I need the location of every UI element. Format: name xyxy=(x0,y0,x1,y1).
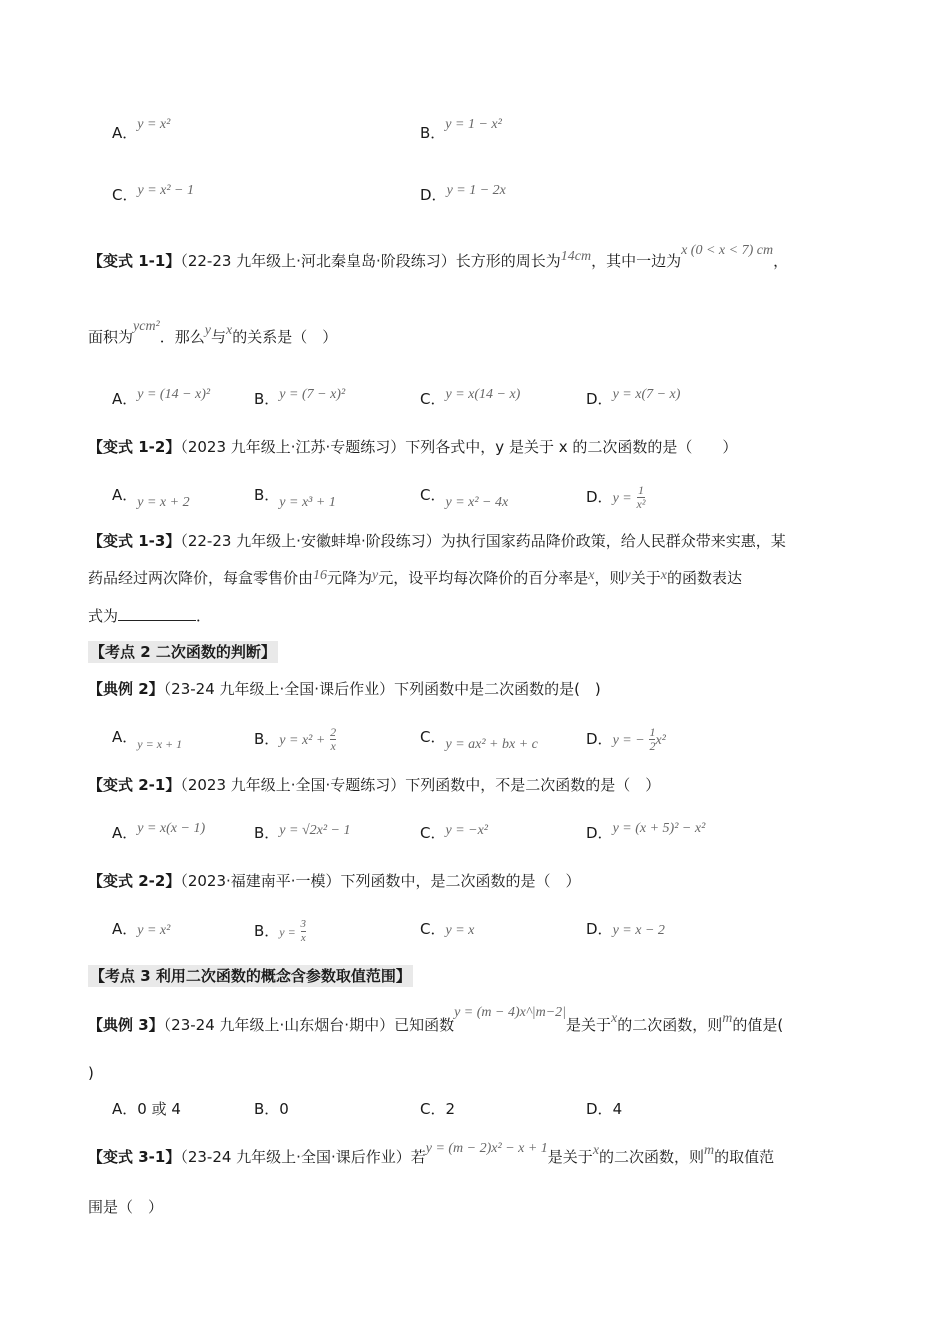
option-label: B． xyxy=(420,124,446,142)
option-label: D． xyxy=(586,730,613,748)
question-text: （22-23 九年级上·河北秦皇岛·阶段练习）长方形的周长为 xyxy=(180,252,561,270)
formula: y = ax² + bx + c xyxy=(445,737,538,752)
question-v1-2 xyxy=(88,436,737,458)
numerator: 2 xyxy=(330,725,337,739)
option-c xyxy=(112,184,194,208)
option-label: A． xyxy=(112,1100,138,1118)
option-c xyxy=(420,918,474,942)
formula: m xyxy=(704,1143,715,1158)
option-label: A． xyxy=(112,486,138,504)
formula: y = (7 − x)² xyxy=(279,387,346,402)
option-value: 4 xyxy=(612,1100,623,1118)
formula: y = −x² xyxy=(445,823,489,838)
option-label: D． xyxy=(586,824,613,842)
formula: 16 xyxy=(313,568,328,583)
option-a xyxy=(112,822,205,846)
question-tag: 【变式 1-1】 xyxy=(88,252,181,270)
question-text: 围是（ ） xyxy=(88,1198,164,1216)
option-d xyxy=(586,1098,622,1120)
question-text: 面积为 xyxy=(88,328,134,346)
option-b xyxy=(254,1098,289,1120)
question-v1-1-line1 xyxy=(88,243,789,274)
denominator: x xyxy=(300,932,306,944)
formula: x² xyxy=(655,733,666,748)
numerator: 1 xyxy=(649,725,656,739)
question-text: 的关系是（ ） xyxy=(232,328,338,346)
section-title-k3: 【考点 3 利用二次函数的概念含参数取值范围】 xyxy=(90,967,411,985)
question-tag: 【变式 2-1】 xyxy=(88,776,181,794)
question-text: ) xyxy=(88,1064,94,1082)
section-title-k2: 【考点 2 二次函数的判断】 xyxy=(90,643,276,661)
formula: y = x³ + 1 xyxy=(279,495,336,510)
option-label: B． xyxy=(254,730,280,748)
option-label: C． xyxy=(420,728,446,746)
option-label: C． xyxy=(420,486,446,504)
question-text: （23-24 九年级上·山东烟台·期中）已知函数 xyxy=(163,1016,455,1034)
formula: y = x² − 4x xyxy=(445,495,509,510)
formula: x xyxy=(588,568,595,583)
fraction xyxy=(301,918,307,945)
formula: y = (14 − x)² xyxy=(137,387,211,402)
option-label: B． xyxy=(254,486,280,504)
option-label: B． xyxy=(254,390,280,408)
formula: y = 1 − 2x xyxy=(446,183,506,198)
formula: x xyxy=(611,1011,618,1026)
question-text: 式为 xyxy=(88,607,119,625)
option-label: A． xyxy=(112,390,138,408)
fraction xyxy=(330,726,336,753)
formula: y = (x + 5)² − x² xyxy=(612,821,706,836)
numerator: 3 xyxy=(300,918,307,930)
formula: x xyxy=(226,323,233,338)
question-text: ，其中一边为 xyxy=(591,252,682,270)
formula: 14cm xyxy=(560,249,592,264)
option-label: B． xyxy=(254,1100,280,1118)
option-label: C． xyxy=(420,390,446,408)
denominator: x² xyxy=(636,497,646,511)
formula: y xyxy=(624,568,631,583)
option-a xyxy=(112,484,190,508)
question-text: ． xyxy=(196,607,212,625)
formula: y = xyxy=(612,491,632,506)
question-tag: 【变式 2-2】 xyxy=(88,872,181,890)
option-a xyxy=(112,918,170,942)
option-value: 0 或 4 xyxy=(137,1100,181,1118)
formula: y = − xyxy=(612,733,645,748)
question-v1-3-line3 xyxy=(88,605,211,627)
question-tag: 【变式 1-2】 xyxy=(88,438,181,456)
question-text: ．那么 xyxy=(159,328,205,346)
question-v1-3-line2 xyxy=(88,567,742,591)
question-text: 是关于 xyxy=(547,1148,593,1166)
question-text: ，则 xyxy=(594,569,625,587)
option-label: A． xyxy=(112,824,138,842)
question-text: 的值是( xyxy=(732,1016,784,1034)
option-c xyxy=(420,822,488,846)
question-text: 是关于 xyxy=(566,1016,612,1034)
answer-blank[interactable] xyxy=(118,606,196,621)
question-text: ， xyxy=(773,252,789,270)
option-c xyxy=(420,1098,455,1120)
option-d xyxy=(586,822,705,846)
formula: y = x(7 − x) xyxy=(612,387,681,402)
option-label: C． xyxy=(420,824,446,842)
formula: y = √2x² − 1 xyxy=(279,823,351,838)
question-v2-2 xyxy=(88,870,581,892)
option-label: B． xyxy=(254,922,280,940)
option-label: A． xyxy=(112,920,138,938)
formula: y = (m − 2)x² − x + 1 xyxy=(425,1141,548,1156)
option-b xyxy=(254,726,336,753)
question-v3-1-line1 xyxy=(88,1141,775,1170)
option-value: 2 xyxy=(445,1100,456,1118)
option-label: D． xyxy=(586,390,613,408)
option-b xyxy=(420,117,502,146)
formula: y = x(x − 1) xyxy=(137,821,206,836)
option-b xyxy=(254,918,306,945)
option-value: 0 xyxy=(279,1100,289,1118)
question-v2-1 xyxy=(88,774,660,796)
option-b xyxy=(254,388,345,412)
formula: y = x² xyxy=(137,923,171,938)
question-text: 的二次函数，则 xyxy=(599,1148,705,1166)
question-v1-3-line1 xyxy=(88,530,786,552)
question-v1-1-line2 xyxy=(88,319,338,350)
question-text: （23-24 九年级上·全国·课后作业）若 xyxy=(180,1148,426,1166)
formula: ycm² xyxy=(133,319,160,334)
question-tag: 【典例 2】 xyxy=(88,680,164,698)
question-v3-1-line2 xyxy=(88,1196,163,1218)
question-e3-line1 xyxy=(88,1005,784,1038)
question-text: （2023·福建南平·一模）下列函数中，是二次函数的是（ ） xyxy=(180,872,581,890)
option-c xyxy=(420,388,520,412)
formula: x xyxy=(660,568,667,583)
option-label: D． xyxy=(586,1100,613,1118)
option-b xyxy=(254,822,351,846)
question-text: 的二次函数，则 xyxy=(617,1016,723,1034)
question-text: （2023 九年级上·全国·专题练习）下列函数中，不是二次函数的是（ ） xyxy=(180,776,661,794)
option-label: A． xyxy=(112,124,138,142)
formula: y = x + 2 xyxy=(137,495,190,510)
question-text: （23-24 九年级上·全国·课后作业）下列函数中是二次函数的是( ) xyxy=(163,680,601,698)
question-text: 的函数表达 xyxy=(666,569,742,587)
question-text: 与 xyxy=(211,328,227,346)
denominator: x xyxy=(330,739,336,753)
option-d xyxy=(586,388,680,412)
formula: y = x − 2 xyxy=(612,923,665,938)
question-text: 关于 xyxy=(630,569,661,587)
question-e2 xyxy=(88,678,601,700)
question-tag: 【变式 3-1】 xyxy=(88,1148,181,1166)
option-label: C． xyxy=(420,920,446,938)
formula: y = x² − 1 xyxy=(137,183,195,198)
option-d xyxy=(420,184,506,208)
denominator: 2 xyxy=(649,739,656,753)
question-e3-line2 xyxy=(88,1062,94,1084)
question-text: 元，设平均每次降价的百分率是 xyxy=(378,569,589,587)
formula: y = x xyxy=(445,923,475,938)
option-c xyxy=(420,484,508,508)
option-label: D． xyxy=(586,488,613,506)
formula: y = 1 − x² xyxy=(445,117,502,132)
option-label: D． xyxy=(420,186,447,204)
formula: y xyxy=(204,323,211,338)
formula: y = xyxy=(279,925,296,939)
formula: y = x + 1 xyxy=(137,737,183,751)
option-label: C． xyxy=(112,186,138,204)
formula: x xyxy=(592,1143,600,1158)
formula: y = x² xyxy=(137,117,171,132)
formula: x (0 < x < 7) cm xyxy=(681,243,774,258)
option-a xyxy=(112,117,171,146)
formula: m xyxy=(722,1011,733,1026)
option-a xyxy=(112,1098,181,1120)
question-text: 元降为 xyxy=(327,569,373,587)
option-label: D． xyxy=(586,920,613,938)
fraction xyxy=(637,484,646,511)
question-text: （2023 九年级上·江苏·专题练习）下列各式中，y 是关于 x 的二次函数的是（ ） xyxy=(180,438,738,456)
formula: y = (m − 4)x^|m−2| xyxy=(454,1005,566,1020)
option-d xyxy=(586,726,666,753)
numerator: 1 xyxy=(637,483,644,497)
option-a xyxy=(112,726,182,749)
question-tag: 【变式 1-3】 xyxy=(88,532,181,550)
option-label: A． xyxy=(112,728,138,746)
formula: y = x² + xyxy=(279,733,326,748)
option-c xyxy=(420,726,538,750)
formula: y xyxy=(372,568,379,583)
option-label: B． xyxy=(254,824,280,842)
question-text: 药品经过两次降价，每盒零售价由 xyxy=(88,569,314,587)
question-tag: 【典例 3】 xyxy=(88,1016,164,1034)
option-d xyxy=(586,484,645,511)
formula: y = x(14 − x) xyxy=(445,387,521,402)
option-d xyxy=(586,918,665,942)
option-b xyxy=(254,484,336,508)
question-text: （22-23 九年级上·安徽蚌埠·阶段练习）为执行国家药品降价政策，给人民群众带来实惠，某 xyxy=(180,532,786,550)
option-label: C． xyxy=(420,1100,446,1118)
question-text: 的取值范 xyxy=(714,1148,775,1166)
option-a xyxy=(112,388,210,412)
